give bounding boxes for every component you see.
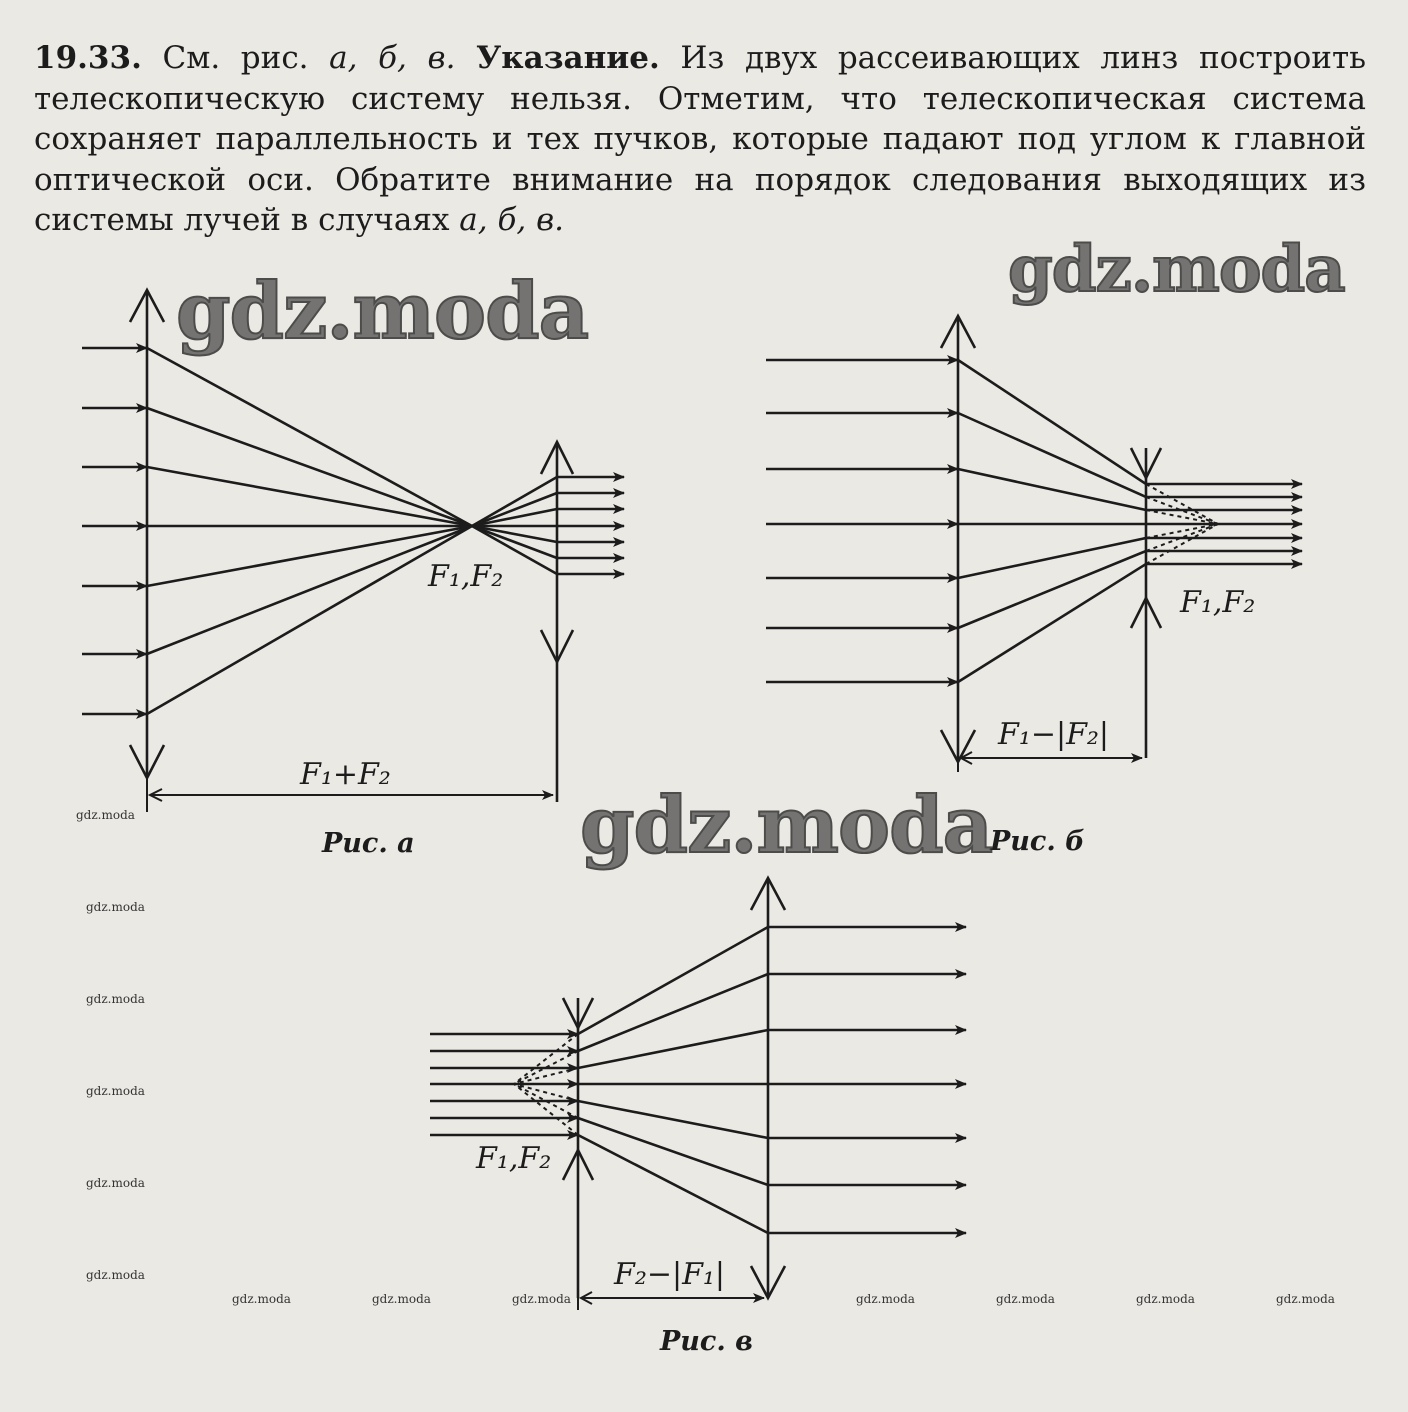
rays-c-diverge — [578, 927, 768, 1233]
watermark-small-1: gdz.moda — [76, 808, 135, 822]
watermark-small-13: gdz.moda — [1276, 1292, 1335, 1306]
watermark-small-11: gdz.moda — [996, 1292, 1055, 1306]
watermark-small-8: gdz.moda — [372, 1292, 431, 1306]
hint-label: Указание. — [476, 40, 660, 76]
watermark-small-3: gdz.moda — [86, 992, 145, 1006]
problem-lead: См. рис. — [162, 40, 309, 76]
watermark-small-2: gdz.moda — [86, 900, 145, 914]
watermark-small-12: gdz.moda — [1136, 1292, 1195, 1306]
watermark-small-5: gdz.moda — [86, 1176, 145, 1190]
distance-label-b: F₁−|F₂| — [998, 717, 1110, 752]
rays-b-out — [1146, 484, 1302, 564]
watermark-small-7: gdz.moda — [232, 1292, 291, 1306]
rays-b-in — [766, 360, 958, 682]
distance-label-a: F₁+F₂ — [300, 757, 391, 792]
focus-label-b: F₁,F₂ — [1180, 585, 1256, 620]
figure-c — [430, 878, 966, 1310]
watermark-large-1: gdz.moda — [176, 266, 589, 357]
focus-label-c: F₁,F₂ — [476, 1141, 552, 1176]
rays-c-out — [768, 927, 966, 1233]
rays-a-in — [82, 348, 147, 714]
watermark-small-6: gdz.moda — [86, 1268, 145, 1282]
problem-body: Из двух рассеивающих линз построить телескопическую систему нельзя. Отметим, что телескопическая система сохраняет параллельность и тех пучков, которые падают под углом к главной оптической оси. Обратите внимание на порядок следования выходящих из системы лучей в случаях — [34, 40, 1366, 238]
rays-a-converge — [147, 348, 472, 714]
focus-label-a: F₁,F₂ — [428, 559, 504, 594]
watermark-large-3: gdz.moda — [580, 780, 993, 871]
caption-a: Рис. а — [322, 828, 415, 859]
watermark-small-4: gdz.moda — [86, 1084, 145, 1098]
watermark-small-10: gdz.moda — [856, 1292, 915, 1306]
distance-label-c: F₂−|F₁| — [614, 1257, 726, 1292]
figure-a — [82, 290, 624, 812]
figure-b — [766, 316, 1302, 772]
figure-refs-end: а, б, в. — [459, 202, 565, 238]
caption-c: Рис. в — [660, 1326, 753, 1357]
rays-b-converge — [958, 360, 1146, 682]
problem-number: 19.33. — [34, 40, 142, 76]
caption-b: Рис. б — [990, 826, 1085, 857]
rays-a-out — [557, 477, 624, 574]
figure-refs: а, б, в. — [329, 40, 456, 76]
watermark-large-2: gdz.moda — [1008, 232, 1345, 307]
watermark-small-9: gdz.moda — [512, 1292, 571, 1306]
rays-c-in — [430, 1034, 578, 1135]
